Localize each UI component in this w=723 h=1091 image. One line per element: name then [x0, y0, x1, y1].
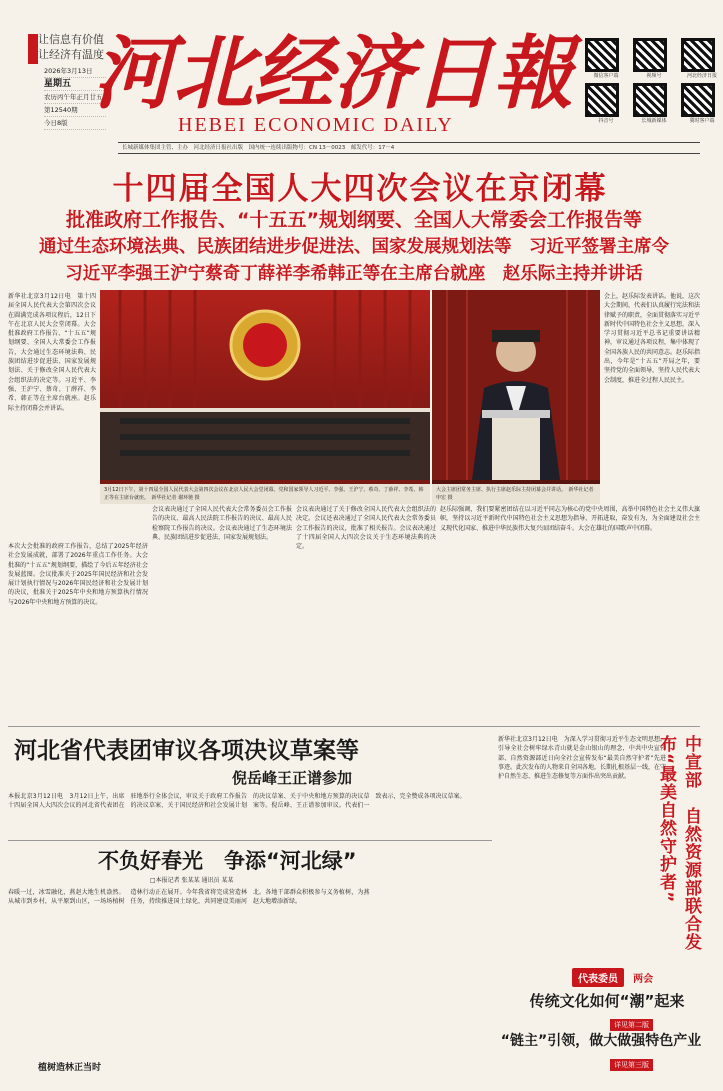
qr-grid: [585, 38, 723, 124]
right-article-column: 会上，赵乐际发表讲话。他说，这次大会期间，代表们认真履行宪法和法律赋予的职责，全面贯彻落实习近平新时代中国特色社会主义思想，深入学习贯彻习近平总书记重要讲话精神，审议通过各项议程，集中体现了全国各族人民的共同意志。赵乐际指出，今年是“十五五”开局之年，要坚持党的全面领导，坚持人民代表大会制度，推进全过程人民民主。: [604, 293, 701, 384]
newspaper-title-en: HEBEI ECONOMIC DAILY: [178, 114, 454, 136]
qr-code[interactable]: [633, 38, 667, 72]
slogan-red-block: [28, 34, 38, 64]
assembly-hall-illustration: [100, 290, 430, 480]
photo-speaker: [432, 290, 600, 502]
subheadline-1: 批准政府工作报告、“十五五”规划纲要、全国人大常委会工作报告等: [66, 209, 642, 231]
photo-caption-2: 大会主席团常务主席、执行主席赵乐际主持闭幕会并讲话。 新华社记者 申宏 摄: [432, 484, 600, 504]
section-divider: [8, 726, 700, 727]
badge-representatives: 代表委员: [572, 968, 624, 987]
section2-body: 本报北京3月12日电 3月12日上午，出席十四届全国人大四次会议的河北省代表团在驻地举行全体会议，审议关于政府工作报告的决议草案、关于国民经济和社会发展计划的决议草案、关于中央和地方预算的决议草案等。倪岳峰、王正谱参加审议。代表们一致表示，完全赞成各项决议草案。: [8, 793, 466, 810]
newspaper-logo-text: 河北经济日報: [93, 26, 573, 120]
section2-subhead: 倪岳峰王正谱参加: [232, 769, 353, 787]
qr-caption: 河北经济日报: [686, 73, 717, 79]
teaser-2[interactable]: “链主”引领，做大做强特色产业: [500, 1033, 702, 1049]
body-column-a: 本次大会批准的政府工作报告，总结了2025年经济社会发展成就，部署了2026年重点工作任务。大会批准的“十五五”规划纲要，描绘了今后五年经济社会发展蓝图。会议批准关于2025年国民经济和社会发展计划执行情况与2026年国民经济和社会发展计划的决议，批准关于2025年中央和地方预算执行情况与2026年中央和地方预算的决议。: [8, 543, 148, 606]
qr-caption: 视频号: [646, 73, 662, 79]
section3-body: 春暖一过，冰雪融化，燕赵大地生机盎然。从城市到乡村，从平原到山区，一场场植树造林行动正在展开。今年我省将完成营造林任务，持续推进国土绿化，共同建设美丽河北。各地干部群众积极参与义务植树，为燕赵大地增添新绿。: [8, 889, 370, 906]
newspaper-logo: [93, 26, 573, 120]
section2-headline[interactable]: 河北省代表团审议各项决议草案等: [14, 738, 359, 764]
body-column-b: 会议表决通过了全国人民代表大会常务委员会工作报告的决议、最高人民法院工作报告的决议、最高人民检察院工作报告的决议。会议表决通过了生态环境法典、民族团结进步促进法、国家发展规划法。: [152, 506, 292, 541]
publication-info-bar: 长城新媒体集团主管、主办 河北经济日报社出版 国内统一连续出版物号：CN 13－0023 邮发代号：17－4: [118, 142, 700, 154]
section-divider: [8, 840, 492, 841]
qr-caption: 冀时客户端: [689, 118, 715, 124]
slogan-2: 让经济有温度: [38, 48, 104, 61]
qr-caption: 抖音号: [598, 118, 614, 124]
badge-two-sessions: 两会: [633, 974, 654, 985]
qr-code[interactable]: [585, 38, 619, 72]
date: 2026年3月13日: [44, 65, 106, 78]
photo-caption-1: 3月12日下午，第十四届全国人民代表大会第四次会议在北京人民大会堂闭幕。党和国家领导人习近平、李强、王沪宁、蔡奇、丁薛祥、李希、韩正等在主席台就座。 新华社记者 谢环驰 摄: [100, 484, 430, 504]
section3-headline[interactable]: 不负好春光 争添“河北绿”: [98, 849, 357, 873]
qr-caption: 长城新媒体: [641, 118, 667, 124]
qr-code[interactable]: [585, 83, 619, 117]
teaser-badge-row: [572, 967, 698, 985]
section3-subhead: 植树造林正当时: [38, 1063, 102, 1073]
qr-caption: 微信客户端: [593, 73, 619, 79]
subheadline-2: 通过生态环境法典、民族团结进步促进法、国家发展规划法等 习近平签署主席令: [39, 237, 669, 257]
qr-code[interactable]: [633, 83, 667, 117]
teaser-2-ref-label: 详见第三版: [610, 1059, 653, 1071]
speaker-illustration: [432, 290, 600, 480]
right-news-vertical-headline[interactable]: 中宣部 自然资源部联合发布“最美自然守护者”: [656, 735, 701, 951]
body-column-d: 赵乐际强调，我们要紧密团结在以习近平同志为核心的党中央周围，高举中国特色社会主义伟大旗帜，坚持以习近平新时代中国特色社会主义思想为指导，开拓进取，奋发有为，为全面建设社会主义现代化国家、推进中华民族伟大复兴而团结奋斗。大会在雄壮的国歌声中闭幕。: [440, 506, 700, 532]
page-count: 今日8版: [44, 117, 106, 130]
lead-article-column: 新华社北京3月12日电 第十四届全国人民代表大会第四次会议在圆满完成各项议程后，12日下午在北京人民大会堂闭幕。大会批准政府工作报告、“十五五”规划纲要、全国人大常委会工作报告，大会通过生态环境法典、民族团结进步促进法、国家发展规划法、关于修改全国人民代表大会组织法的决定等。习近平、李强、王沪宁、蔡奇、丁薛祥、李希、韩正等在主席台就座。赵乐际主持闭幕会并讲话。: [8, 293, 96, 412]
qr-code[interactable]: [681, 38, 715, 72]
qr-code[interactable]: [681, 83, 715, 117]
weekday: 星期五: [44, 78, 106, 91]
teaser-1-ref[interactable]: [610, 1012, 653, 1031]
body-column-c: 会议表决通过了关于修改全国人民代表大会组织法的决定。会议还表决通过了全国人民代表大会常务委员会工作报告的决议，批准了相关报告。会议表决通过了十四届全国人大四次会议关于生态环境法典的决定。: [296, 506, 436, 551]
right-news-body: 新华社北京3月12日电 为深入学习贯彻习近平生态文明思想，引导全社会树牢绿水青山就是金山银山的理念，中共中央宣传部、自然资源部近日向全社会宣传发布“最美自然守护者”先进事迹。此次发布的人物来自全国各地，长期扎根基层一线，在守护自然生态、推进生态修复等方面作出突出贡献。: [498, 736, 667, 781]
main-headline[interactable]: 十四届全国人大四次会议在京闭幕: [112, 171, 608, 207]
lunar-date: 农历丙午年正月廿五: [44, 91, 106, 104]
teaser-2-ref[interactable]: [610, 1052, 653, 1071]
teaser-1[interactable]: 传统文化如何“潮”起来: [529, 992, 685, 1010]
section3-byline: □本报记者 张某某 通讯员 某某: [150, 877, 234, 884]
teaser-1-ref-label: 详见第二版: [610, 1019, 653, 1031]
issue-number: 第12540期: [44, 104, 106, 117]
slogan-1: 让信息有价值: [38, 33, 104, 46]
subheadline-3: 习近平李强王沪宁蔡奇丁薛祥李希韩正等在主席台就座 赵乐际主持并讲话: [65, 264, 643, 284]
photo-closing-ceremony: [100, 290, 430, 502]
